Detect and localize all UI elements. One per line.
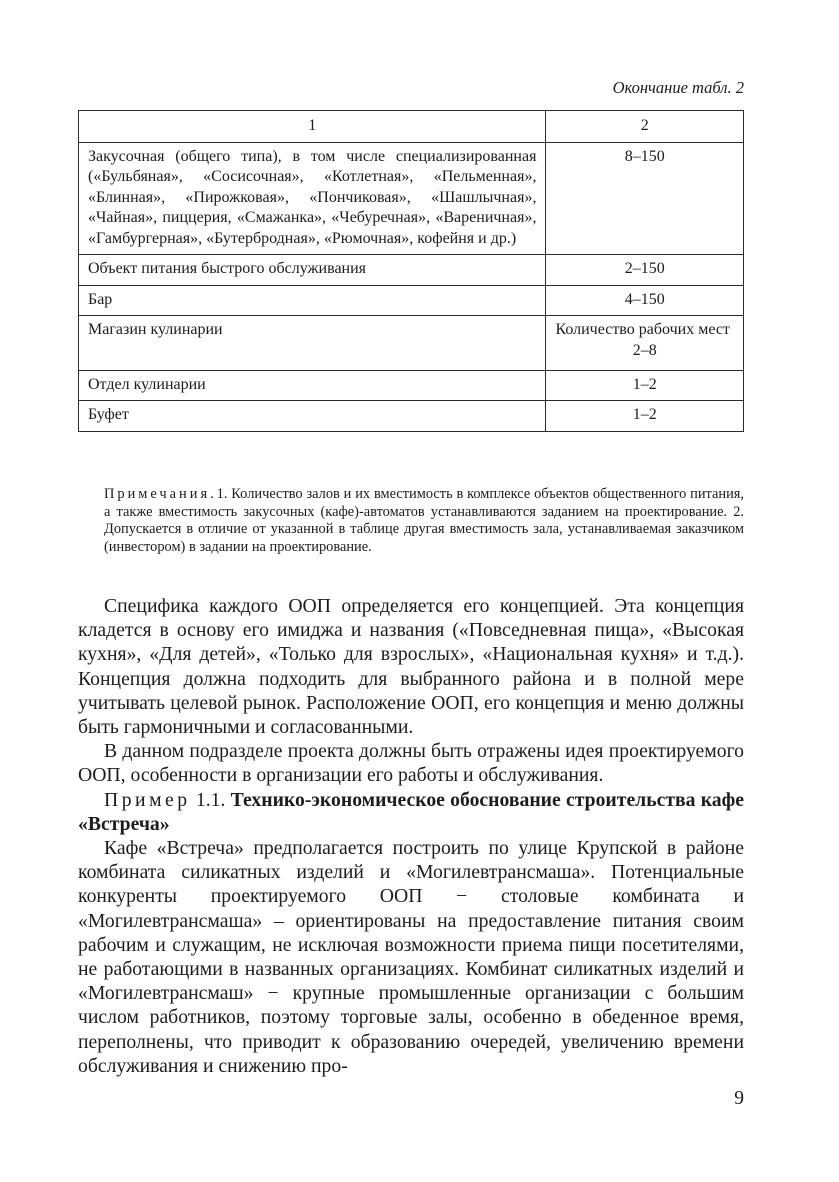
notes-text: 1. Количество залов и их вместимость в комплексе объектов общественного питания, а также вместимость закусочных (кафе)-автоматов устанавливаются заданием на проектирование. 2. Допускается в отличие от указанной в таблице другая вместимость зала, устанавливаемая заказчиком (инвестором) в задании на проектирование. (104, 486, 744, 555)
example-title: Технико-экономическое обоснование строительства кафе «Встреча» (78, 788, 745, 835)
row-value-label: Количество рабочих мест (555, 321, 730, 338)
table-row (79, 370, 744, 401)
row-name: Объект питания быстрого обслуживания (79, 255, 546, 286)
table-row (79, 316, 744, 371)
data-table (78, 110, 744, 432)
row-value: 2–8 (632, 341, 657, 359)
table-row (79, 401, 744, 432)
table-row (79, 285, 744, 316)
row-value: 4–150 (546, 285, 744, 316)
row-value: 8–150 (546, 142, 744, 255)
row-value: 1–2 (546, 401, 744, 432)
column-header-2: 2 (546, 111, 744, 143)
table-caption: Окончание табл. 2 (612, 78, 744, 97)
paragraph: Специфика каждого ООП определяется его концепцией. Эта концепция кладется в основу его имиджа и названия («Повседневная пища», «Высокая кухня», «Для детей», «Только для взрослых», «Национальная кухня» и т.д.). Концепция должна подходить для выбранного района и в полной мере учитывать целевой рынок. Расположение ООП, его концепция и меню должны быть гармоничными и согласованными. (78, 595, 744, 739)
row-value: 2–150 (546, 255, 744, 286)
body-text (78, 594, 744, 1078)
table-row (79, 255, 744, 286)
notes-label: Примечания. (104, 486, 217, 502)
paragraph: В данном подразделе проекта должны быть отражены идея проектируемого ООП, особенности в организации его работы и обслуживания. (78, 740, 744, 787)
row-name: Магазин кулинарии (79, 316, 546, 371)
example-label: Пример (104, 788, 191, 811)
table-notes (104, 486, 744, 556)
row-name: Отдел кулинарии (79, 370, 546, 401)
table-header-row (79, 111, 744, 143)
example-heading (78, 788, 744, 836)
row-name: Буфет (79, 401, 546, 432)
column-header-1: 1 (79, 111, 546, 143)
row-value: 1–2 (546, 370, 744, 401)
page-number: 9 (734, 1088, 744, 1109)
row-name: Бар (79, 285, 546, 316)
row-value-cell (546, 316, 744, 371)
paragraph: Кафе «Встреча» предполагается построить по улице Крупской в районе комбината силикатных изделий и «Могилевтрансмаша». Потенциальные конкуренты проектируемого ООП − столовые комбината и «Могилевтрансмаша» – ориентированы на предоставление питания своим рабочим и служащим, не исключая возможности приема пищи посетителями, не работающими в названных организациях. Комбинат силикатных изделий и «Могилевтрансмаш» − крупные промышленные организации с большим числом работников, поэтому торговые залы, особенно в обеденное время, переполнены, что приводит к образованию очередей, увеличению времени обслуживания и снижению про- (78, 837, 744, 1077)
example-number: 1.1. (195, 788, 226, 811)
row-name: Закусочная (общего типа), в том числе специализированная («Бульбяная», «Сосисочная», «Котлетная», «Пельменная», «Блинная», «Пирожковая», «Пончиковая», «Шашлычная», «Чайная», пиццерия, «Смажанка», «Чебуречная», «Вареничная», «Гамбургерная», «Бутербродная», «Рюмочная», кофейня и др.) (79, 142, 546, 255)
table-row (79, 142, 744, 255)
